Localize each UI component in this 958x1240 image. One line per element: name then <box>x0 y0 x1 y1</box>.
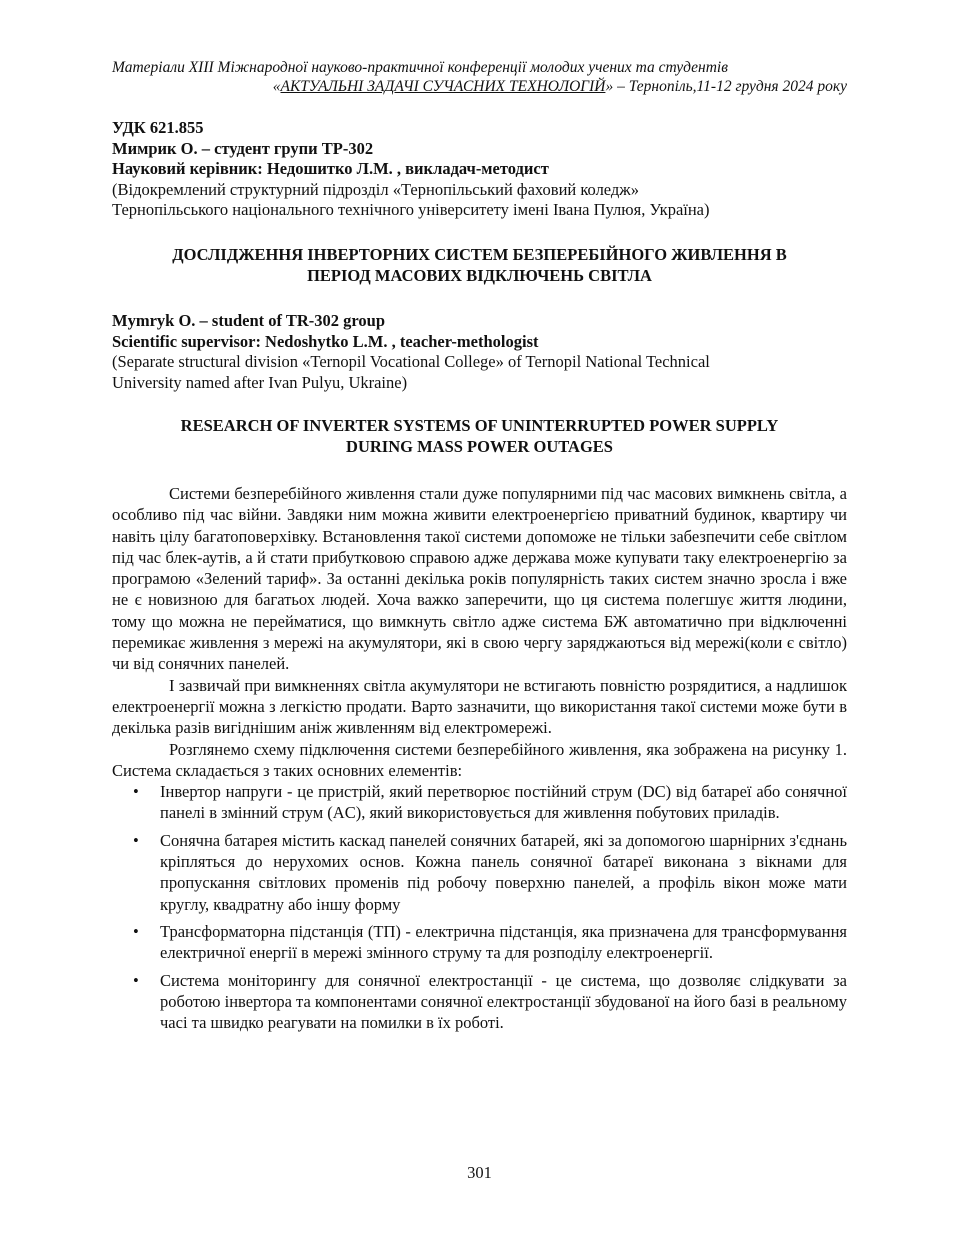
paper-title-en <box>112 416 847 457</box>
list-item <box>112 830 847 915</box>
conference-date-place: » – Тернопіль,11-12 грудня 2024 року <box>605 78 847 95</box>
supervisor-ua: Науковий керівник: Недошитко Л.М. , викладач-методист <box>112 159 549 178</box>
paper-title-en-line-1: RESEARCH OF INVERTER SYSTEMS OF UNINTERRUPTED POWER SUPPLY <box>180 416 779 435</box>
list-item-text: Сонячна батарея містить каскад панелей сонячних батарей, які за допомогою шарнірних з'єднань кріпляться до нерухомих основ. Кожна панель сонячної батареї виконана з вікнами для пропускання світлових променів під робочу поверхню панелей, а профіль вікон може мати круглу, квадратну або іншу форму <box>160 830 847 914</box>
list-item-text: Інвертор напруги - це пристрій, який перетворює постійний струм (DC) від батареї або сонячної панелі в змінний струм (AC), який використовується для живлення побутових приладів. <box>160 782 847 823</box>
body-paragraph-1: Системи безперебійного живлення стали дуже популярними під час масових вимкнень світла, а особливо під час війни. Завдяки ним можна живити електроенергією приватний будинок, квартиру чи навіть цілу багатоповерхівку. Встановлення такої системи допоможе не тільки забезпечити себе світлом під час блек-аутів, а й стати прибутковою справою адже держава може купувати таку електроенергію за програмою «Зелений тариф». За останні декілька років популярність таких систем значно зросла і вже не є новизною для багатьох людей. Хоча важко заперечити, що ця система полегшує життя людини, тому що можна не перейматися, що вимкнуть світло адже система БЖ автоматично при відключенні перемикає живлення з мережі на акумулятори, які в свою чергу заряджаються від мережі(коли є світло) чи від сонячних панелей. <box>112 484 847 674</box>
bullet-icon: • <box>133 782 139 802</box>
list-item <box>112 921 847 964</box>
conference-title: АКТУАЛЬНІ ЗАДАЧІ СУЧАСНИХ ТЕХНОЛОГІЙ <box>280 78 606 95</box>
bullet-icon: • <box>133 921 139 941</box>
affiliation-en-line-2: University named after Ivan Pulyu, Ukraine) <box>112 372 408 392</box>
list-item-text: Система моніторингу для сонячної електростанції - це система, що дозволяє слідкувати за роботою інвертора та компонентами сонячної електростанції збудованої на його базі в реальному часі та швидко реагувати на помилки в їх роботі. <box>160 970 847 1033</box>
bullet-icon: • <box>133 830 139 850</box>
paper-title-ua-line-2: ПЕРІОД МАСОВИХ ВІДКЛЮЧЕНЬ СВІТЛА <box>307 265 652 285</box>
bullet-icon: • <box>133 970 139 990</box>
body-paragraph-2: І зазвичай при вимкненнях світла акумулятори не встигають повністю розрядитися, а надлишок електроенергії можна з легкістю продати. Варто зазначити, що використання такої системи може бути в декілька разів вигіднішим аніж живленням від електромережі. <box>112 675 847 738</box>
paper-title-ua <box>112 245 847 286</box>
affiliation-en-line-1: (Separate structural division «Ternopil Vocational College» of Ternopil National Technical <box>112 352 710 371</box>
supervisor-en: Scientific supervisor: Nedoshytko L.M. , teacher-methologist <box>112 331 539 351</box>
conference-header <box>112 58 847 96</box>
list-item <box>112 970 847 1034</box>
conference-quote-open: « <box>272 78 281 95</box>
author-ua: Мимрик О. – студент групи ТР-302 <box>112 138 374 158</box>
affiliation-ua-line-1: (Відокремлений структурний підрозділ «Тернопільський фаховий коледж» <box>112 179 639 199</box>
english-metadata <box>112 311 847 393</box>
list-item <box>112 781 847 824</box>
paper-title-ua-line-1: ДОСЛІДЖЕННЯ ІНВЕРТОРНИХ СИСТЕМ БЕЗПЕРЕБІЙНОГО ЖИВЛЕННЯ В <box>172 245 787 264</box>
article-body <box>112 483 847 1039</box>
ukrainian-metadata <box>112 118 847 221</box>
page-number: 301 <box>467 1163 492 1182</box>
body-paragraph-3: Розглянемо схему підключення системи безперебійного живлення, яка зображена на рисунку 1. Система складається з таких основних елементів: <box>112 739 847 780</box>
paper-title-en-line-2: DURING MASS POWER OUTAGES <box>346 436 613 456</box>
component-list <box>112 781 847 1033</box>
affiliation-ua-line-2: Тернопільського національного технічного університету імені Івана Пулюя, Україна) <box>112 200 710 219</box>
conference-header-line-1: Матеріали XIII Міжнародної науково-практичної конференції молодих учених та студентів <box>112 59 728 76</box>
udc-code: УДК 621.855 <box>112 118 204 137</box>
conference-header-line-2 <box>112 77 847 96</box>
list-item-text: Трансформаторна підстанція (ТП) - електрична підстанція, яка призначена для трансформування електричної енергії в мережі змінного струму та для розподілу електроенергії. <box>160 921 847 963</box>
author-en: Mymryk O. – student of TR-302 group <box>112 311 386 330</box>
